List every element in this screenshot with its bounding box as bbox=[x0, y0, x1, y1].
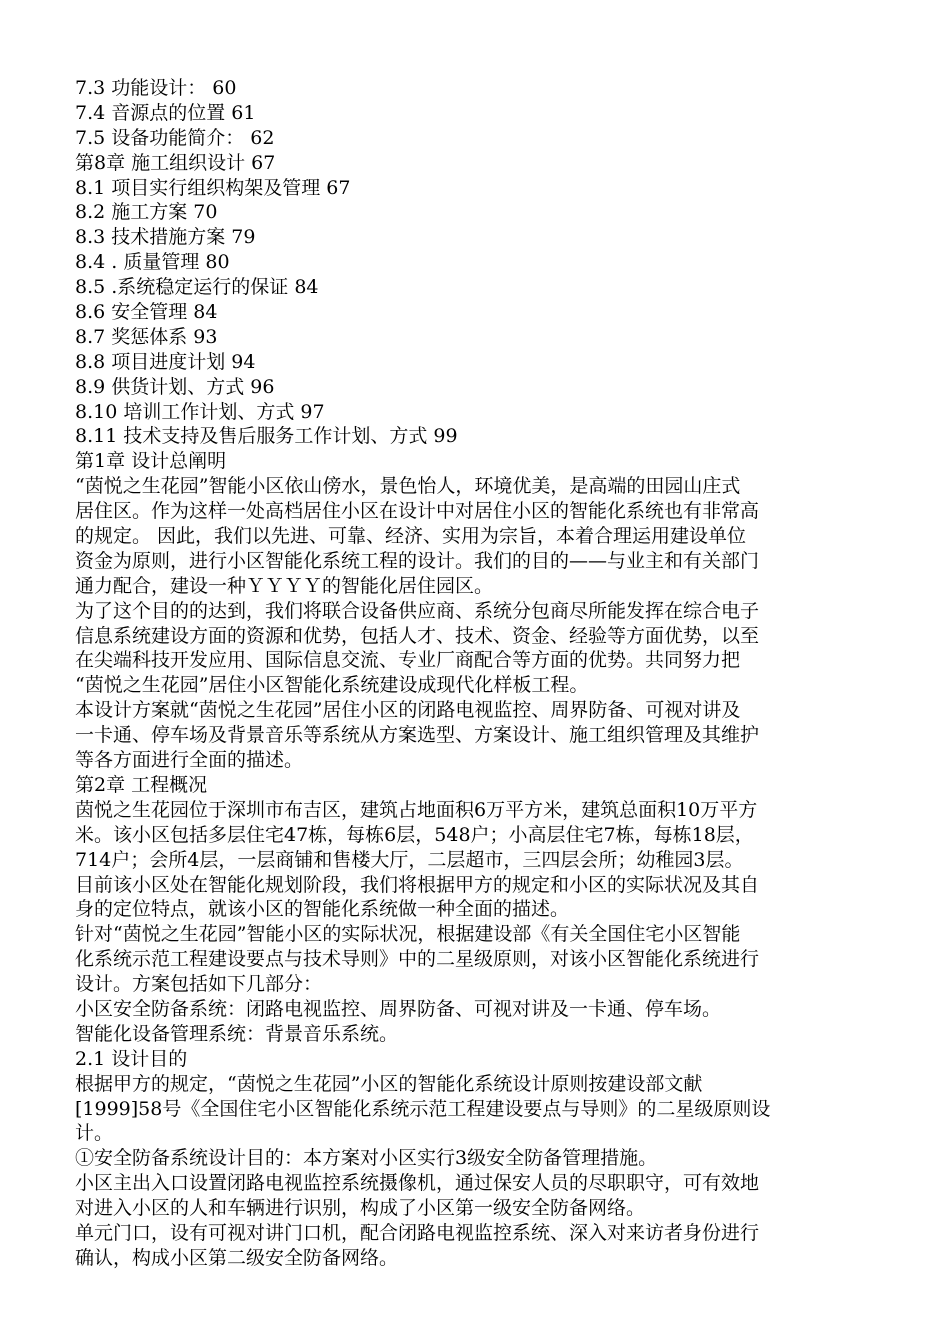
paragraph-line: 资金为原则，进行小区智能化系统工程的设计。我们的目的——与业主和有关部门 bbox=[75, 549, 760, 572]
toc-entry: 8.5 .系统稳定运行的保证 84 bbox=[75, 276, 319, 299]
paragraph-line: 在尖端科技开发应用、国际信息交流、专业厂商配合等方面的优势。共同努力把 bbox=[75, 649, 741, 672]
paragraph-line: 计。 bbox=[75, 1122, 114, 1145]
chapter-heading: 第1章 设计总阐明 bbox=[75, 450, 227, 473]
toc-chapter-entry: 第8章 施工组织设计 67 bbox=[75, 151, 276, 174]
paragraph-line: 714户；会所4层，一层商铺和售楼大厅，二层超市，三四层会所；幼稚园3层。 bbox=[75, 848, 744, 871]
paragraph-line: 对进入小区的人和车辆进行识别，构成了小区第一级安全防备网络。 bbox=[75, 1197, 646, 1220]
paragraph-line: 根据甲方的规定，“茵悦之生花园”小区的智能化系统设计原则按建设部文献 bbox=[75, 1072, 703, 1095]
toc-entry: 8.3 技术措施方案 79 bbox=[75, 226, 256, 249]
toc-entry: 8.4 . 质量管理 80 bbox=[75, 251, 230, 274]
paragraph-line: 针对“茵悦之生花园”智能小区的实际状况，根据建设部《有关全国住宅小区智能 bbox=[75, 923, 741, 946]
paragraph-line: 为了这个目的的达到，我们将联合设备供应商、系统分包商尽所能发挥在综合电子 bbox=[75, 599, 760, 622]
paragraph-line: 单元门口，设有可视对讲门口机，配合闭路电视监控系统、深入对来访者身份进行 bbox=[75, 1221, 760, 1244]
paragraph-line: 米。该小区包括多层住宅47栋，每栋6层，548户；小高层住宅7栋，每栋18层， bbox=[75, 823, 754, 846]
toc-entry: 8.10 培训工作计划、方式 97 bbox=[75, 400, 325, 423]
paragraph-line: 身的定位特点，就该小区的智能化系统做一种全面的描述。 bbox=[75, 898, 570, 921]
toc-entry: 8.9 供货计划、方式 96 bbox=[75, 375, 275, 398]
toc-entry: 8.8 项目进度计划 94 bbox=[75, 350, 256, 373]
paragraph-line: 小区安全防备系统：闭路电视监控、周界防备、可视对讲及一卡通、停车场。 bbox=[75, 997, 722, 1020]
paragraph-line: 茵悦之生花园位于深圳市布吉区，建筑占地面积6万平方米，建筑总面积10万平方 bbox=[75, 798, 758, 821]
toc-entry: 7.5 设备功能简介： 62 bbox=[75, 126, 275, 149]
document-page bbox=[75, 76, 885, 1271]
paragraph-line: [1999]58号《全国住宅小区智能化系统示范工程建设要点与导则》的二星级原则设 bbox=[75, 1097, 771, 1120]
paragraph-line: 一卡通、停车场及背景音乐等系统从方案选型、方案设计、施工组织管理及其维护 bbox=[75, 724, 760, 747]
toc-entry: 8.6 安全管理 84 bbox=[75, 301, 218, 324]
section-heading: 2.1 设计目的 bbox=[75, 1047, 188, 1070]
body-section bbox=[75, 449, 885, 1270]
toc-entry: 7.3 功能设计： 60 bbox=[75, 77, 237, 99]
paragraph-line: 确认，构成小区第二级安全防备网络。 bbox=[75, 1246, 399, 1269]
paragraph-line: 设计。方案包括如下几部分： bbox=[75, 973, 323, 996]
paragraph-line: 本设计方案就“茵悦之生花园”居住小区的闭路电视监控、周界防备、可视对讲及 bbox=[75, 699, 741, 722]
paragraph-line: 等各方面进行全面的描述。 bbox=[75, 749, 304, 772]
paragraph-line: “茵悦之生花园”居住小区智能化系统建设成现代化样板工程。 bbox=[75, 674, 589, 697]
paragraph-line: 目前该小区处在智能化规划阶段，我们将根据甲方的规定和小区的实际状况及其自 bbox=[75, 873, 760, 896]
toc-entry: 8.1 项目实行组织构架及管理 67 bbox=[75, 176, 351, 199]
paragraph-line: 的规定。 因此，我们以先进、可靠、经济、实用为宗旨，本着合理运用建设单位 bbox=[75, 525, 747, 548]
toc-entry: 7.4 音源点的位置 61 bbox=[75, 101, 256, 124]
paragraph-line: 通力配合，建设一种ＹＹＹＹ的智能化居住园区。 bbox=[75, 574, 494, 597]
paragraph-line: 小区主出入口设置闭路电视监控系统摄像机，通过保安人员的尽职职守，可有效地 bbox=[75, 1172, 760, 1195]
toc-entry: 8.7 奖惩体系 93 bbox=[75, 325, 218, 348]
toc-entry: 8.2 施工方案 70 bbox=[75, 201, 218, 224]
paragraph-line: 信息系统建设方面的资源和优势，包括人才、技术、资金、经验等方面优势，以至 bbox=[75, 624, 760, 647]
chapter-heading: 第2章 工程概况 bbox=[75, 773, 208, 796]
paragraph-line: 居住区。作为这样一处高档居住小区在设计中对居住小区的智能化系统也有非常高 bbox=[75, 500, 760, 523]
paragraph-line: 智能化设备管理系统：背景音乐系统。 bbox=[75, 1022, 399, 1045]
toc-section bbox=[75, 76, 885, 449]
paragraph-line: “茵悦之生花园”智能小区依山傍水，景色怡人，环境优美，是高端的田园山庄式 bbox=[75, 475, 741, 498]
toc-entry: 8.11 技术支持及售后服务工作计划、方式 99 bbox=[75, 425, 458, 448]
paragraph-line: 化系统示范工程建设要点与技术导则》中的二星级原则，对该小区智能化系统进行 bbox=[75, 948, 760, 971]
paragraph-line: ①安全防备系统设计目的：本方案对小区实行3级安全防备管理措施。 bbox=[75, 1147, 658, 1170]
